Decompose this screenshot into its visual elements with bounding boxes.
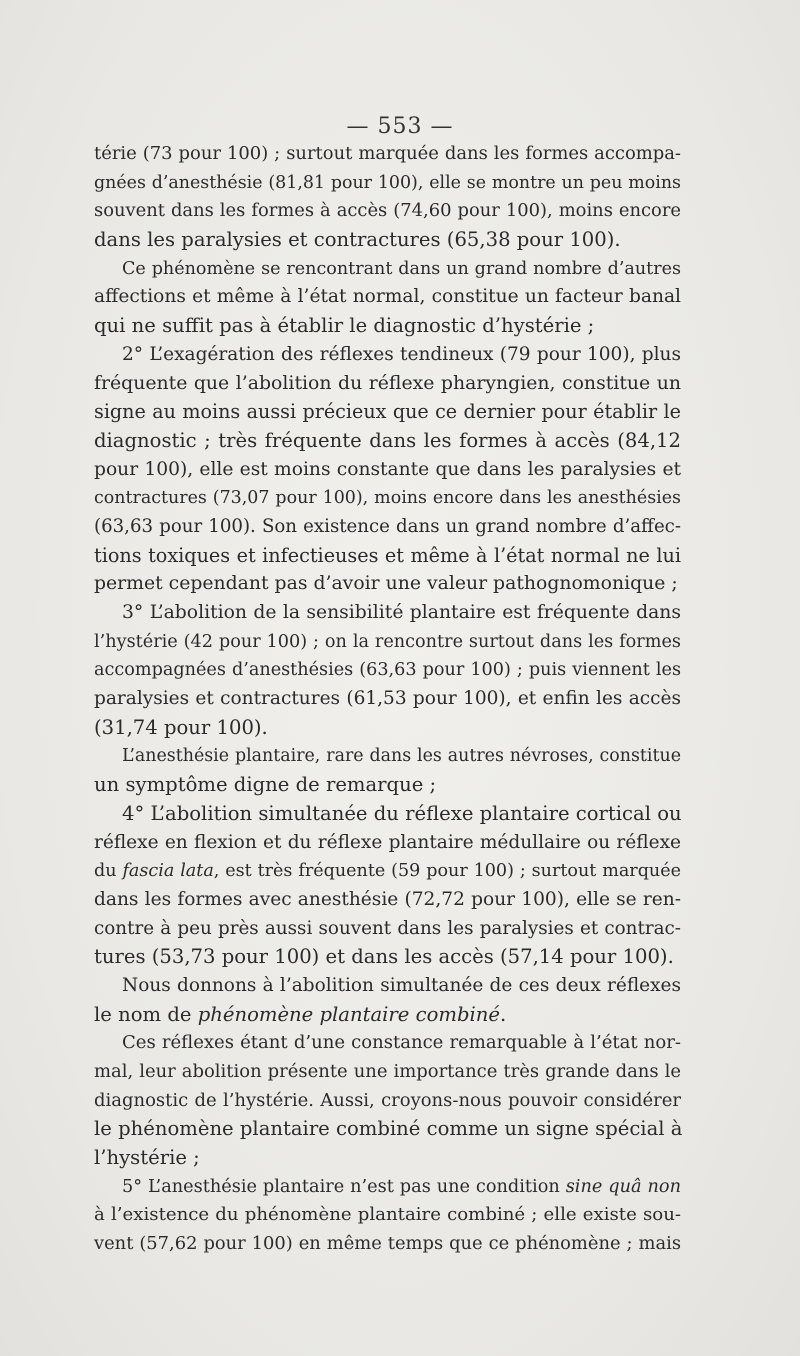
text-line: contractures (73,07 pour 100), moins encore dans les anesthésies (94, 488, 681, 509)
text-line: diagnostic ; très fréquente dans les formes à accès (84,12 (94, 428, 681, 452)
italic-term: phénomène plantaire combiné (197, 1002, 500, 1026)
text-line: un symptôme digne de remarque ; (94, 773, 437, 797)
text-segment: , est très fréquente (59 pour 100) ; surtout marquée (213, 861, 681, 882)
text-line: à l’existence du phénomène plantaire combiné ; elle existe sou- (94, 1204, 681, 1226)
text-line: Ce phénomène se rencontrant dans un grand nombre d’autres (122, 258, 681, 279)
text-line: le phénomène plantaire combiné comme un signe spécial à (94, 1117, 683, 1141)
page-number: — 553 — (346, 114, 454, 139)
text-line: L’anesthésie plantaire, rare dans les autres névroses, constitue (122, 746, 681, 767)
text-segment: du (94, 861, 123, 882)
text-line: Nous donnons à l’abolition simultanée de ces deux réflexes (122, 974, 681, 996)
text-line: 4° L’abolition simultanée du réflexe plantaire cortical ou (122, 801, 682, 825)
text-line: fréquente que l’abolition du réflexe pharyngien, constitue un (94, 372, 681, 394)
text-line: l’hystérie ; (94, 1146, 200, 1170)
text-line (94, 857, 681, 886)
body-text (94, 140, 681, 1259)
italic-term: sine quâ non (565, 1176, 682, 1197)
text-line: mal, leur abolition présente une importance très grande dans le (94, 1061, 681, 1082)
text-segment: le nom de (94, 1002, 198, 1026)
text-line: 2° L’exagération des réflexes tendineux (79 pour 100), plus (122, 343, 681, 365)
text-line: affections et même à l’état normal, constitue un facteur banal (94, 286, 681, 308)
text-line: dans les paralysies et contractures (65,38 pour 100). (94, 228, 621, 252)
text-segment: 5° L’anesthésie plantaire n’est pas une condition (122, 1176, 566, 1197)
text-line: réflexe en flexion et du réflexe plantaire médullaire ou réflexe (94, 831, 681, 853)
text-line: gnées d’anesthésie (81,81 pour 100), elle se montre un peu moins (94, 172, 681, 193)
text-line: vent (57,62 pour 100) en même temps que ce phénomène ; mais (94, 1233, 681, 1255)
text-line: 3° L’abolition de la sensibilité plantaire est fréquente dans (122, 602, 681, 623)
text-line: qui ne suffit pas à établir le diagnostic d’hystérie ; (94, 314, 595, 338)
text-line: dans les formes avec anesthésie (72,72 pour 100), elle se ren- (94, 888, 681, 910)
italic-term: fascia lata (122, 861, 214, 882)
text-line: l’hystérie (42 pour 100) ; on la rencontre surtout dans les formes (94, 631, 681, 652)
text-line: (31,74 pour 100). (94, 715, 268, 739)
text-line: accompagnées d’anesthésies (63,63 pour 100) ; puis viennent les (94, 660, 681, 681)
text-line: tures (53,73 pour 100) et dans les accès (57,14 pour 100). (94, 945, 674, 969)
text-line: diagnostic de l’hystérie. Aussi, croyons-nous pouvoir considérer (94, 1089, 681, 1111)
text-line: signe au moins aussi précieux que ce dernier pour établir le (94, 400, 681, 424)
text-line (94, 1001, 681, 1030)
text-line: paralysies et contractures (61,53 pour 100), et enfin les accès (94, 688, 681, 710)
text-line: permet cependant pas d’avoir une valeur pathognomonique ; (94, 573, 678, 595)
text-line: pour 100), elle est moins constante que dans les paralysies et (94, 458, 681, 480)
text-line: contre à peu près aussi souvent dans les paralysies et contrac- (94, 917, 681, 939)
text-line: Ces réflexes étant d’une constance remarquable à l’état nor- (122, 1032, 681, 1054)
text-segment: . (499, 1002, 507, 1026)
text-line: térie (73 pour 100) ; surtout marquée dans les formes accompa- (94, 143, 681, 164)
text-line: tions toxiques et infectieuses et même à l’état normal ne lui (94, 543, 681, 567)
text-line: (63,63 pour 100). Son existence dans un grand nombre d’affec- (94, 515, 681, 537)
text-line: souvent dans les formes à accès (74,60 pour 100), moins encore (94, 200, 681, 222)
text-line (94, 1173, 681, 1202)
